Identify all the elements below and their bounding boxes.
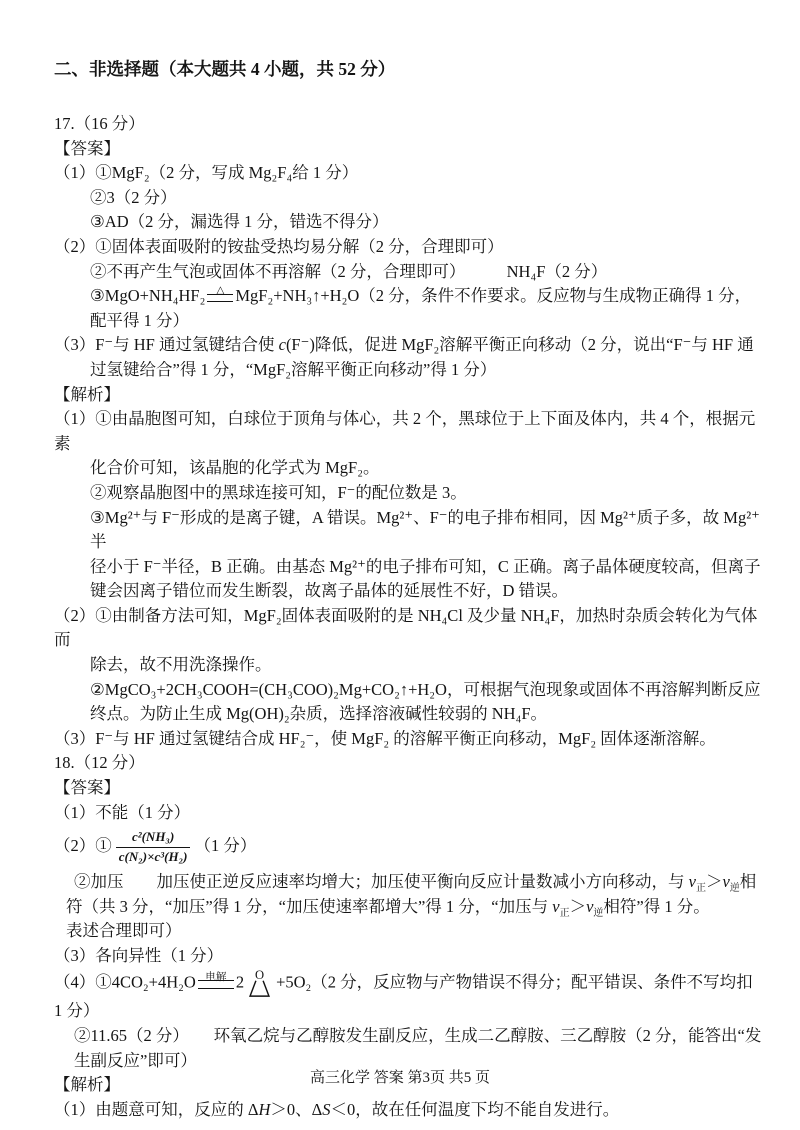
q17-answer-2-item2: ②不再产生气泡或固体不再溶解（2 分，合理即可） NH₄F（2 分） xyxy=(90,261,608,281)
q18-answer-4-equation: （4）①4CO₂+4H₂O 电解 2 O +5O₂（2 分，反应物与产物错误不得分；配平错误、条件不写均扣 1 分） xyxy=(54,968,757,1021)
q17-analysis-label: 【解析】 xyxy=(54,384,120,404)
q18-answer-4b-line2: 生副反应”即可） xyxy=(74,1050,197,1070)
q17-analysis-2-line4: 终点。为防止生成 Mg(OH)₂杂质，选择溶液碱性较弱的 NH₄F。 xyxy=(90,704,548,724)
equation-left: （4）①4CO₂+4H₂O xyxy=(54,972,196,992)
q17-analysis-1-line5: 径小于 F⁻半径，B 正确。由基态 Mg²⁺的电子排布可知，C 正确。离子晶体硬度较高，但离子 xyxy=(90,556,761,576)
q18-answer-4b-line1: ②11.65（2 分） 环氧乙烷与乙醇胺发生副反应，生成二乙醇胺、三乙醇胺（2 分，能答出“发 xyxy=(74,1025,762,1045)
delta-over-equals-icon: △ xyxy=(207,294,233,302)
q17-analysis-1-line2: 化合价可知，该晶胞的化学式为 MgF₂。 xyxy=(90,458,380,478)
q18-answer-3: （3）各向异性（1 分） xyxy=(54,945,224,965)
italic-S: S xyxy=(322,1099,331,1119)
fraction-numerator: c²(NH₃) xyxy=(116,829,191,848)
q17-answer-3-line2: 过氢键给合”得 1 分，“MgF₂溶解平衡正向移动”得 1 分） xyxy=(90,359,497,379)
q17-analysis-3-line1: （3）F⁻与 HF 通过氢键结合成 HF₂⁻，使 MgF₂ 的溶解平衡正向移动，MgF₂ 固体逐渐溶解。 xyxy=(54,728,716,748)
q17-answer-2-item3-cont: 配平得 1 分） xyxy=(90,310,189,330)
rate-reverse: v xyxy=(586,896,594,916)
svg-text:O: O xyxy=(255,968,265,983)
q17-answer-2-item3-equation xyxy=(90,284,800,309)
rate-reverse: v xyxy=(722,872,730,891)
q17-answer-3-line1: （3）F⁻与 HF 通过氢键结合使 c(F⁻)降低，促进 MgF₂溶解平衡正向移动（2 分，说出“F⁻与 HF 通 xyxy=(54,335,754,355)
q17-analysis-1-line6: 键会因离子错位而发生断裂，故离子晶体的延展性不好，D 错误。 xyxy=(90,581,569,601)
q18-answer-2b-line2: 符（共 3 分，“加压”得 1 分，“加压使速率都增大”得 1 分，“加压与 $v_正>v_逆$相符”得 1 分。 xyxy=(66,896,710,919)
q18-answer-2-fraction-line: （2）① $\frac{\text{c²(NH₃)}}{\text{c(N₂)×c³(H₂)}}$ （1 分） xyxy=(54,829,257,865)
q17-answer-1-item1: （1）①MgF₂（2 分，写成 Mg₂F₄给 1 分） xyxy=(54,163,359,183)
electrolysis-over-equals-icon: 电解 xyxy=(198,980,234,988)
q18-analysis-1: （1）由题意可知，反应的 ΔH＞0、ΔS＜0，故在任何温度下均不能自发进行。 xyxy=(54,1099,620,1119)
q17-analysis-1-line4: ③Mg²⁺与 F⁻形成的是离子键，A 错误。Mg²⁺、F⁻的电子排布相同，因 Mg²⁺质子多，故 Mg²⁺半 xyxy=(90,507,760,552)
q17-title: 17.（16 分） xyxy=(54,114,145,133)
q18-analysis-label: 【解析】 xyxy=(54,1075,120,1095)
section-heading: 二、非选择题（本大题共 4 小题，共 52 分） xyxy=(54,59,396,79)
equation-right: +5O₂（2 分，反应物与产物错误不得分；配平错误、条件不写均扣 1 分） xyxy=(54,972,757,1021)
q18-answer-1: （1）不能（1 分） xyxy=(54,802,191,822)
page-footer: 高三化学 答案 第3页 共5 页 xyxy=(309,1070,490,1086)
q18-answer-2b-line1: ②加压 加压使正逆反应速率均增大；加压使平衡向反应计量数减小方向移动，与 $v_正>v_逆$相 xyxy=(74,872,757,894)
ethylene-oxide-ring-icon xyxy=(246,968,273,999)
q18-title: 18.（12 分） xyxy=(54,753,145,773)
q17-analysis-1-line3: ②观察晶胞图中的黑球连接可知，F⁻的配位数是 3。 xyxy=(90,482,467,502)
q17-answer-2-item1: （2）①固体表面吸附的铵盐受热均易分解（2 分，合理即可） xyxy=(54,236,504,256)
italic-c: c xyxy=(278,335,286,355)
q18-answer-label: 【答案】 xyxy=(54,778,120,798)
rate-forward: v xyxy=(552,896,560,916)
q17-analysis-2-line1: （2）①由制备方法可知，MgF₂固体表面吸附的是 NH₄Cl 及少量 NH₄F，加热时杂质会转化为气体而 xyxy=(54,605,758,650)
italic-H: H xyxy=(258,1099,271,1119)
q17-answer-label: 【答案】 xyxy=(54,138,120,158)
q17-answer-1-item2: ②3（2 分） xyxy=(90,187,177,207)
rate-forward: v xyxy=(688,872,696,891)
q17-analysis-2-line3: ②MgCO₃+2CH₃COOH=(CH₃COO)₂Mg+CO₂↑+H₂O，可根据气泡现象或固体不再溶解判断反应 xyxy=(90,679,761,699)
concentration-quotient-fraction xyxy=(116,829,191,866)
equation-left: ③MgO+NH₄HF₂ xyxy=(90,286,206,306)
fraction-denominator: c(N₂)×c³(H₂) xyxy=(118,849,188,865)
q17-analysis-1-line1: （1）①由晶胞图可知，白球位于顶角与体心，共 2 个，黑球位于上下面及体内，共 4 个，根据元素 xyxy=(54,409,756,453)
q18-answer-2b-line3: 表述合理即可） xyxy=(66,921,182,941)
equation-right: MgF₂+NH₃↑+H₂O（2 分，条件不作要求。反应物与生成物正确得 1 分， xyxy=(235,286,752,306)
q17-answer-1-item3: ③AD（2 分，漏选得 1 分，错选不得分） xyxy=(90,212,389,232)
q17-analysis-2-line2: 除去，故不用洗涤操作。 xyxy=(90,655,272,675)
